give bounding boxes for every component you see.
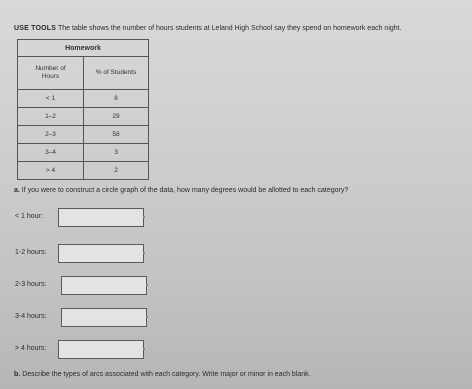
answer-input-under-1[interactable] xyxy=(58,208,144,227)
hours-cell: 1–2 xyxy=(18,108,84,126)
question-a-text: If you were to construct a circle graph of the data, how many degrees would be allotted to each category? xyxy=(21,187,349,194)
table-row xyxy=(18,162,149,180)
question-a xyxy=(14,187,348,194)
column-header-hours xyxy=(18,57,84,90)
table-row xyxy=(18,108,149,126)
answer-label: < 1 hour: xyxy=(15,213,43,220)
table-row xyxy=(18,90,149,108)
percent-cell: 29 xyxy=(84,108,149,126)
percent-cell: 2 xyxy=(84,162,149,180)
input-handle-icon xyxy=(143,216,145,218)
answer-input-2-3[interactable] xyxy=(61,276,147,295)
column-header-percent: % of Students xyxy=(84,57,149,90)
question-b-text: Describe the types of arcs associated with each category. Write major or minor in each blank. xyxy=(22,371,311,378)
intro-text: The table shows the number of hours students at Leland High School say they spend on homework each night. xyxy=(57,25,402,32)
question-b xyxy=(14,371,311,378)
problem-intro xyxy=(14,24,466,33)
input-handle-icon xyxy=(143,252,145,254)
answer-label: 1-2 hours: xyxy=(15,249,47,256)
table-row xyxy=(18,144,149,162)
hours-cell: < 1 xyxy=(18,90,84,108)
answer-input-3-4[interactable] xyxy=(61,308,147,327)
percent-cell: 3 xyxy=(84,144,149,162)
percent-cell: 58 xyxy=(84,126,149,144)
question-b-marker: b. xyxy=(14,371,21,378)
percent-cell: 8 xyxy=(84,90,149,108)
answer-label: 3-4 hours: xyxy=(15,313,47,320)
hours-cell: > 4 xyxy=(18,162,84,180)
input-handle-icon xyxy=(146,316,148,318)
answer-label: > 4 hours: xyxy=(15,345,47,352)
column-header-hours-line1: Number of xyxy=(35,65,66,72)
answer-label: 2-3 hours: xyxy=(15,281,47,288)
table-row xyxy=(18,126,149,144)
table-title: Homework xyxy=(18,40,149,57)
input-handle-icon xyxy=(146,284,148,286)
hours-cell: 2–3 xyxy=(18,126,84,144)
answer-input-1-2[interactable] xyxy=(58,244,144,263)
question-a-marker: a. xyxy=(14,187,20,194)
column-header-hours-line2: Hours xyxy=(41,73,60,80)
input-handle-icon xyxy=(143,348,145,350)
use-tools-lead: USE TOOLS xyxy=(14,25,57,32)
answer-input-over-4[interactable] xyxy=(58,340,144,359)
hours-cell: 3–4 xyxy=(18,144,84,162)
homework-table xyxy=(17,39,149,180)
